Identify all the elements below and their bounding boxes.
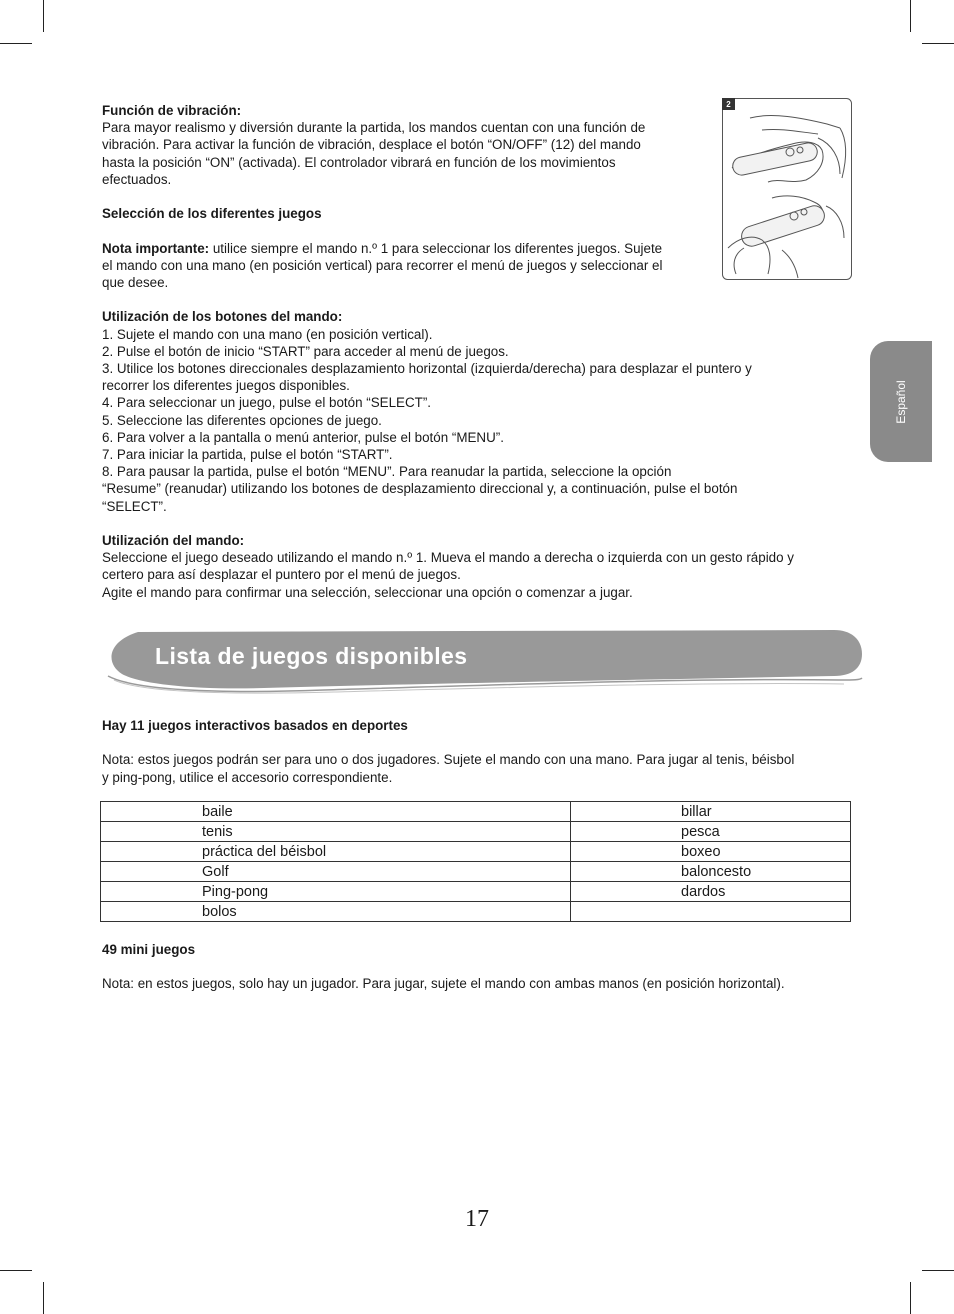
controller-illustration: [722, 98, 852, 280]
crop-mark: [922, 1270, 954, 1271]
crop-mark: [43, 1282, 44, 1314]
table-cell: [571, 902, 851, 922]
table-cell: billar: [571, 802, 851, 822]
step-line: 4. Para seleccionar un juego, pulse el botón “SELECT”.: [102, 395, 431, 411]
step-line: 1. Sujete el mando con una mano (en posición vertical).: [102, 326, 433, 342]
text-line: hasta la posición “ON” (activada). El controlador vibrará en función de los movimientos: [102, 154, 616, 170]
figure-badge: 2: [726, 100, 731, 109]
mini-games-heading: 49 mini juegos: [102, 942, 196, 957]
step-line: 7. Para iniciar la partida, pulse el botón “START”.: [102, 447, 393, 463]
text-line: Para mayor realismo y diversión durante la partida, los mandos cuentan con una función de: [102, 120, 646, 136]
games-heading: Hay 11 juegos interactivos basados en deportes: [102, 718, 408, 733]
step-line: “Resume” (reanudar) utilizando los botones de desplazamiento direccional y, a continuación, pulse el botón: [102, 481, 738, 497]
table-row: [101, 902, 851, 922]
language-tab-label: Español: [894, 379, 908, 424]
table-cell: dardos: [571, 882, 851, 902]
text-line: el mando con una mano (en posición vertical) para recorrer el menú de juegos y seleccionar el: [102, 257, 663, 273]
buttons-heading: Utilización de los botones del mando:: [102, 309, 343, 325]
text-line: efectuados.: [102, 171, 172, 187]
games-table: [100, 801, 851, 922]
usage-heading: Utilización del mando:: [102, 533, 245, 549]
crop-mark: [922, 43, 954, 44]
step-line: 5. Seleccione las diferentes opciones de juego.: [102, 412, 382, 428]
step-line: 3. Utilice los botones direccionales desplazamiento horizontal (izquierda/derecha) para desplazar el puntero y: [102, 361, 752, 376]
page-number: 17: [465, 1206, 489, 1232]
crop-mark: [0, 1270, 32, 1271]
text-line: y ping-pong, utilice el accesorio correspondiente.: [102, 769, 393, 785]
table-row: [101, 822, 851, 842]
note-label: Nota importante:: [102, 240, 210, 256]
selection-heading: Selección de los diferentes juegos: [102, 206, 322, 222]
table-cell: pesca: [571, 822, 851, 842]
table-row: [101, 882, 851, 902]
table-cell: baile: [101, 802, 571, 822]
table-row: [101, 802, 851, 822]
text-line: certero para así desplazar el puntero por el menú de juegos.: [102, 567, 461, 583]
step-line: recorrer los diferentes juegos disponibles.: [102, 378, 350, 394]
crop-mark: [0, 43, 32, 44]
crop-mark: [43, 0, 44, 32]
table-cell: baloncesto: [571, 862, 851, 882]
step-line: “SELECT”.: [102, 498, 167, 514]
text-line: Nota: estos juegos podrán ser para uno o dos jugadores. Sujete el mando con una mano. Para jugar al tenis, béisbol: [102, 752, 795, 768]
table-cell: Golf: [101, 862, 571, 882]
step-line: 8. Para pausar la partida, pulse el botón “MENU”. Para reanudar la partida, seleccione la opción: [102, 464, 672, 480]
crop-mark: [910, 1282, 911, 1314]
mini-games-block: [102, 941, 862, 993]
table-cell: Ping-pong: [101, 882, 571, 902]
text-line: Agite el mando para confirmar una selección, seleccionar una opción o comenzar a jugar.: [102, 584, 633, 600]
table-row: [101, 842, 851, 862]
games-intro: [102, 717, 862, 786]
table-cell: bolos: [101, 902, 571, 922]
vibration-heading: Función de vibración:: [102, 103, 242, 118]
text-line: Seleccione el juego deseado utilizando el mando n.º 1. Mueva el mando a derecha o izquierda con un gesto rápido y: [102, 550, 794, 566]
table-cell: tenis: [101, 822, 571, 842]
text-line: Nota: en estos juegos, solo hay un jugador. Para jugar, sujete el mando con ambas manos (en posición horizontal).: [102, 976, 785, 992]
table-cell: boxeo: [571, 842, 851, 862]
section-title: Lista de juegos disponibles: [155, 643, 468, 669]
text-line: que desee.: [102, 275, 169, 290]
table-cell: práctica del béisbol: [101, 842, 571, 862]
language-tab: [870, 341, 932, 462]
step-line: 2. Pulse el botón de inicio “START” para acceder al menú de juegos.: [102, 343, 509, 359]
step-line: 6. Para volver a la pantalla o menú anterior, pulse el botón “MENU”.: [102, 429, 504, 445]
table-row: [101, 862, 851, 882]
text-line: utilice siempre el mando n.º 1 para seleccionar los diferentes juegos. Sujete: [209, 240, 663, 256]
crop-mark: [910, 0, 911, 32]
text-line: vibración. Para activar la función de vibración, desplace el botón “ON/OFF” (12) del mando: [102, 137, 641, 153]
